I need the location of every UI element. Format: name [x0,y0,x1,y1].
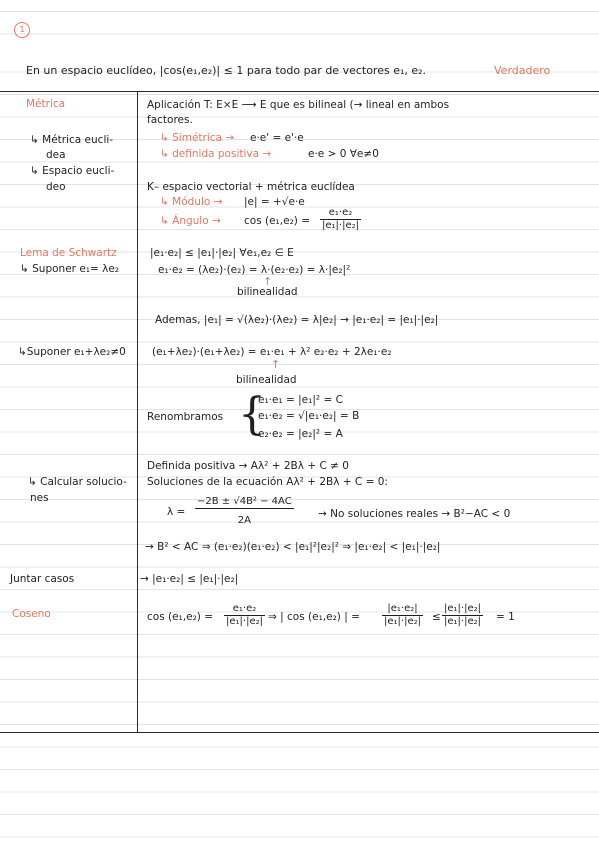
aplicacion-line1: Aplicación T: E×E ⟶ E que es bilineal (→ lineal en ambos [147,99,450,111]
rename-c: e₁·e₁ = |e₁|² = C [258,394,343,406]
simetrica-expr: e·e' = e'·e [250,132,304,144]
cos-f1-numerator: e₁·e₂ [224,603,265,616]
label-metrica: Métrica [26,98,66,110]
cos-f1-denominator: |e₁|·|e₂| [226,616,263,627]
cos-f3-denominator: |e₁|·|e₂| [444,616,481,627]
angulo-denominator: |e₁|·|e₂| [322,220,359,231]
aplicacion-line2: factores. [147,114,193,126]
lambda-lhs: λ = [167,506,186,518]
arrow-up-icon: ↑ [263,275,273,288]
ademas-expr: Ademas, |e₁| = √(λe₂)·(λe₂) = λ|e₂| → |e₁·e₂| = |e₁|·|e₂| [155,314,439,326]
label-juntar-casos: Juntar casos [10,573,75,585]
label-coseno: Coseno [12,608,51,620]
cos-f2-numerator: |e₁·e₂| [382,603,423,616]
conclusion: → B² < AC ⇒ (e₁·e₂)(e₁·e₂) < |e₁|²|e₂|² ⇒ |e₁·e₂| < |e₁|·|e₂| [145,541,441,553]
footer-divider [0,732,599,733]
cos-fraction-1 [224,603,265,628]
label-calcular-cont: nes [30,492,49,504]
juntar-expr: → |e₁·e₂| ≤ |e₁|·|e₂| [140,573,239,585]
angulo-numerator: e₁·e₂ [320,207,361,220]
renombramos: Renombramos [147,411,224,423]
cos-f3-numerator: |e₁|·|e₂| [444,603,481,614]
left-brace-icon: { [238,389,266,440]
label-suponer-2: ↳Suponer e₁+λe₂≠0 [18,346,126,358]
header-divider [0,91,599,92]
definida-positiva: Definida positiva → Aλ² + 2Bλ + C ≠ 0 [147,460,349,472]
lambda-fraction [195,496,294,527]
rename-a: e₂·e₂ = |e₂|² = A [258,428,343,440]
cos-f2-denominator: |e₁|·|e₂| [384,616,421,627]
statement: En un espacio euclídeo, |cos(e₁,e₂)| ≤ 1 para todo par de vectores e₁, e₂. [26,64,427,77]
rename-b: e₁·e₂ = √|e₁·e₂| = B [258,410,360,422]
angulo-label: ↳ Ángulo → [160,215,221,227]
angulo-fraction [320,207,361,232]
label-metrica-euclidea-cont: dea [46,149,66,161]
definida-label: ↳ definida positiva → [160,148,272,160]
cos-fraction-3 [442,603,483,628]
margin-line [137,91,138,732]
lambda-denominator: 2A [237,515,251,526]
bilinealidad-2: bilinealidad [236,374,297,386]
cos-end: = 1 [496,611,515,623]
schwartz-inequality: |e₁·e₂| ≤ |e₁|·|e₂| ∀e₁,e₂ ∈ E [150,247,294,259]
no-soluciones: → No soluciones reales → B²−AC < 0 [318,508,511,520]
cos-le: ≤ [432,611,441,623]
suponer2-expr: (e₁+λe₂)·(e₁+λe₂) = e₁·e₁ + λ² e₂·e₂ + 2λe₁·e₂ [152,346,392,358]
verdict: Verdadero [494,64,551,77]
label-calcular: ↳ Calcular solucio- [28,476,127,488]
soluciones: Soluciones de la ecuación Aλ² + 2Bλ + C = 0: [147,476,388,488]
definida-expr: e·e > 0 ∀e≠0 [308,148,379,160]
k-espacio: K– espacio vectorial + métrica euclídea [147,181,355,193]
simetrica-label: ↳ Simétrica → [160,132,235,144]
modulo-label: ↳ Módulo → [160,196,223,208]
modulo-expr: |e| = +√e·e [244,196,305,208]
bilinealidad-1: bilinealidad [237,286,298,298]
cos-mid: ⇒ | cos (e₁,e₂) | = [268,611,360,623]
exercise-number: 1 [14,22,30,38]
cos-fraction-2 [382,603,423,628]
suponer1-expr: e₁·e₂ = (λe₂)·(e₂) = λ·(e₂·e₂) = λ·|e₂|² [158,264,351,276]
cos-lhs: cos (e₁,e₂) = [147,611,214,623]
angulo-expr: cos (e₁,e₂) = [244,215,311,227]
label-espacio-euclideo: ↳ Espacio eucli- [30,165,115,177]
label-suponer-1: ↳ Suponer e₁= λe₂ [20,263,120,275]
label-lema-schwartz: Lema de Schwartz [20,247,117,259]
arrow-up-icon: ↑ [271,358,281,371]
label-metrica-euclidea: ↳ Métrica eucli- [30,134,114,146]
lambda-numerator: −2B ± √4B² − 4AC [197,496,292,507]
label-espacio-euclideo-cont: deo [46,181,66,193]
